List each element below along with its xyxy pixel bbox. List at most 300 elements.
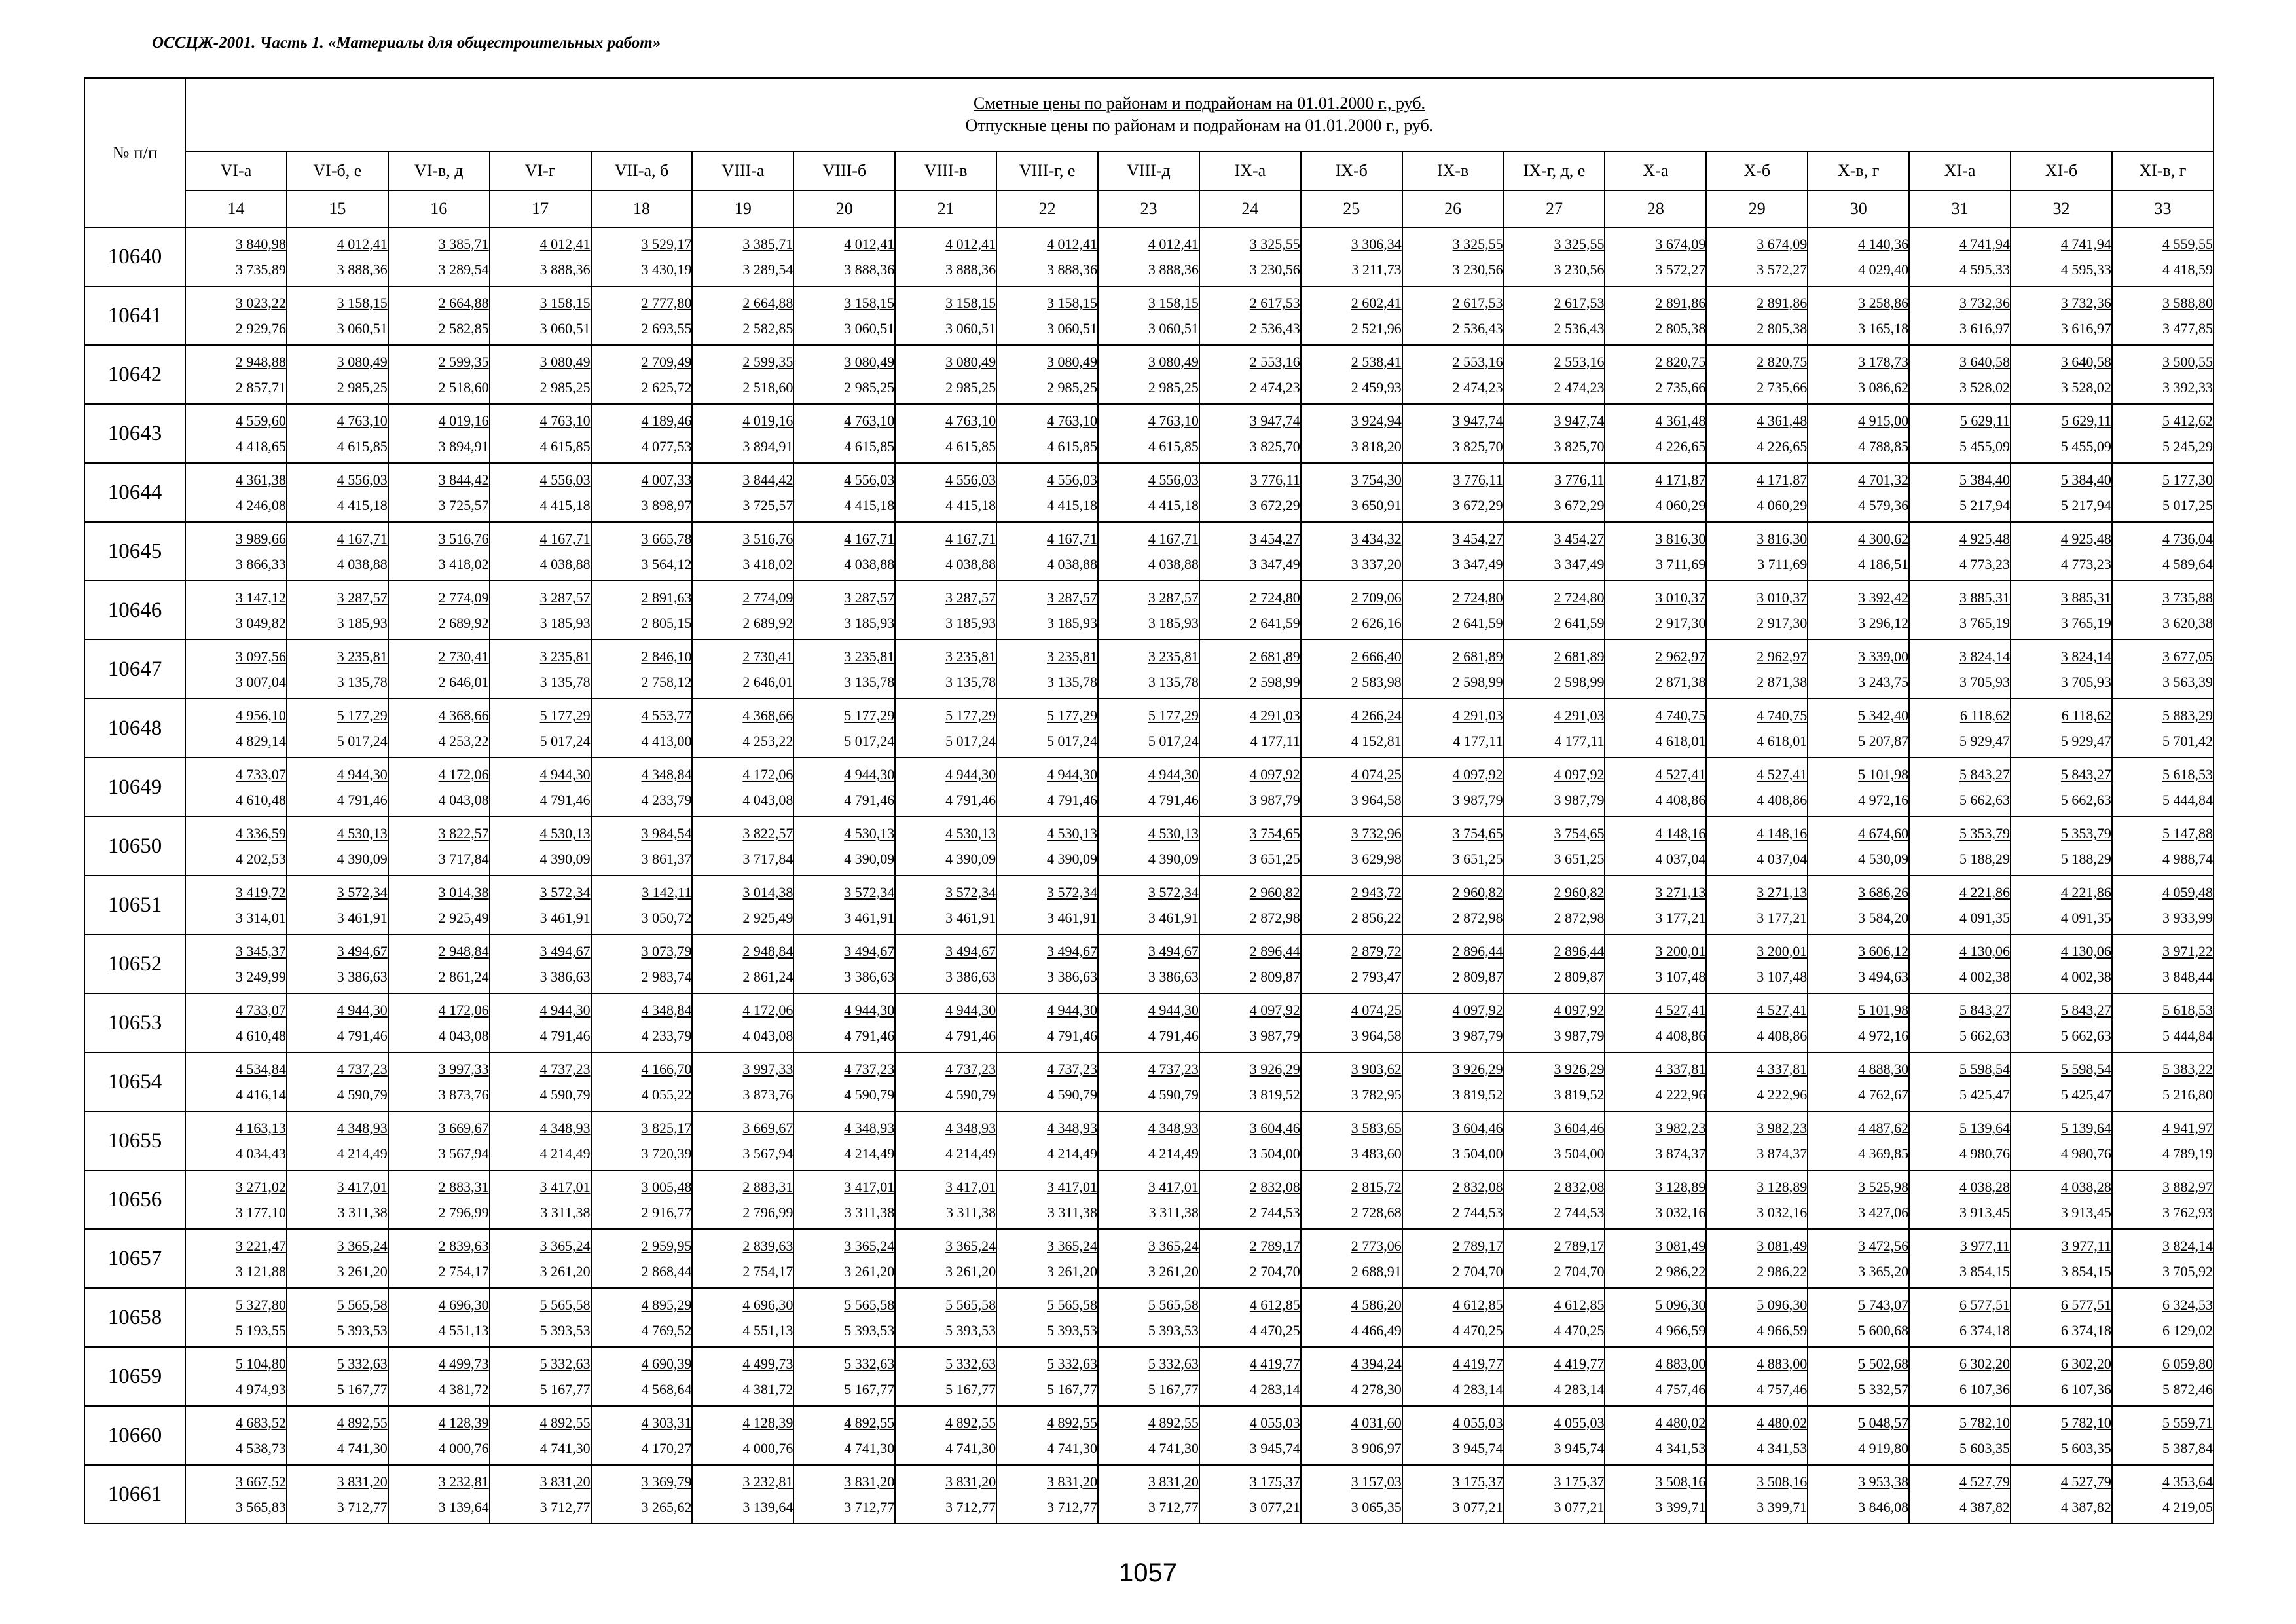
- estimate-price: 3 903,62: [1351, 1061, 1402, 1077]
- estimate-price: 4 944,30: [844, 766, 895, 783]
- estimate-price: 4 368,66: [438, 707, 489, 724]
- estimate-price: 4 368,66: [742, 707, 793, 724]
- release-price: 3 311,38: [945, 1204, 996, 1221]
- estimate-price: 4 012,41: [844, 236, 895, 252]
- release-price: 3 888,36: [945, 261, 996, 278]
- release-price: 5 017,24: [539, 733, 591, 749]
- price-cell: [692, 1465, 793, 1524]
- price-cell: [1301, 581, 1402, 640]
- release-price: 5 167,77: [539, 1381, 591, 1397]
- price-cell: [2112, 1111, 2214, 1170]
- release-price: 5 216,80: [2162, 1086, 2213, 1103]
- estimate-price: 3 822,57: [438, 825, 489, 841]
- price-cell: [490, 1229, 591, 1288]
- price-cell: [1098, 699, 1199, 758]
- release-price: 4 470,25: [1452, 1322, 1503, 1338]
- price-cell: [996, 581, 1098, 640]
- table-row: [84, 817, 2214, 876]
- estimate-price: 5 147,88: [2162, 825, 2213, 841]
- estimate-price: 3 417,01: [844, 1179, 895, 1195]
- estimate-price: 4 172,06: [742, 766, 793, 783]
- release-price: 4 416,14: [235, 1086, 286, 1103]
- price-cell: [793, 345, 895, 404]
- price-cell: [2112, 1052, 2214, 1111]
- release-price: 4 060,29: [1757, 497, 1808, 513]
- district-header: XI-в, г: [2112, 151, 2214, 191]
- estimate-price: 4 888,30: [1858, 1061, 1909, 1077]
- estimate-price: 2 553,16: [1249, 354, 1300, 370]
- release-price: 3 819,52: [1249, 1086, 1300, 1103]
- price-cell: [1909, 758, 2011, 817]
- estimate-price: 3 081,49: [1655, 1238, 1706, 1254]
- price-cell: [895, 404, 996, 463]
- estimate-price: 4 291,03: [1554, 707, 1605, 724]
- estimate-price: 3 369,79: [641, 1473, 692, 1490]
- estimate-price: 5 843,27: [1959, 766, 2011, 783]
- price-table: [84, 77, 2214, 1524]
- price-cell: [895, 993, 996, 1052]
- estimate-price: 4 944,30: [1148, 1002, 1199, 1018]
- release-price: 3 461,91: [1148, 910, 1199, 926]
- price-cell: [692, 758, 793, 817]
- release-price: 4 214,49: [945, 1145, 996, 1162]
- estimate-price: 4 683,52: [235, 1414, 286, 1431]
- release-price: 3 243,75: [1858, 674, 1909, 690]
- release-price: 4 408,86: [1655, 792, 1706, 808]
- release-price: 6 374,18: [1959, 1322, 2011, 1338]
- estimate-price: 3 665,78: [641, 530, 692, 547]
- release-price: 3 230,56: [1554, 261, 1605, 278]
- estimate-price: 5 565,58: [337, 1297, 388, 1313]
- release-price: 3 314,01: [235, 910, 286, 926]
- price-cell: [1199, 934, 1301, 993]
- estimate-price: 4 944,30: [337, 766, 388, 783]
- release-price: 2 754,17: [742, 1263, 793, 1280]
- estimate-price: 2 896,44: [1554, 943, 1605, 959]
- estimate-price: 4 559,55: [2162, 236, 2213, 252]
- release-price: 4 595,33: [2060, 261, 2111, 278]
- price-cell: [996, 286, 1098, 345]
- price-cell: [692, 699, 793, 758]
- release-price: 4 829,14: [235, 733, 286, 749]
- price-cell: [185, 1052, 287, 1111]
- price-cell: [1909, 345, 2011, 404]
- release-price: 5 929,47: [1959, 733, 2011, 749]
- estimate-price: 5 598,54: [1959, 1061, 2011, 1077]
- estimate-price: 3 080,49: [1047, 354, 1098, 370]
- estimate-price: 2 832,08: [1452, 1179, 1503, 1195]
- row-code: 10641: [84, 286, 185, 345]
- release-price: 4 283,14: [1452, 1381, 1503, 1397]
- price-cell: [895, 876, 996, 934]
- estimate-price: 3 494,67: [1047, 943, 1098, 959]
- estimate-price: 4 353,64: [2162, 1473, 2213, 1490]
- estimate-price: 3 831,20: [945, 1473, 996, 1490]
- table-row: [84, 699, 2214, 758]
- estimate-price: 4 348,84: [641, 766, 692, 783]
- release-price: 4 038,88: [945, 556, 996, 572]
- price-cell: [287, 581, 388, 640]
- release-price: 4 773,23: [1959, 556, 2011, 572]
- price-cell: [1402, 1052, 1504, 1111]
- price-cell: [793, 699, 895, 758]
- price-cell: [793, 1288, 895, 1347]
- release-price: 3 261,20: [844, 1263, 895, 1280]
- release-price: 4 741,30: [539, 1440, 591, 1456]
- estimate-price: 3 080,49: [1148, 354, 1199, 370]
- release-price: 4 618,01: [1655, 733, 1706, 749]
- estimate-price: 4 701,32: [1858, 471, 1909, 488]
- release-price: 5 188,29: [2060, 851, 2111, 867]
- estimate-price: 4 012,41: [1148, 236, 1199, 252]
- release-price: 3 077,21: [1452, 1499, 1503, 1515]
- release-price: 4 214,49: [1047, 1145, 1098, 1162]
- price-cell: [490, 699, 591, 758]
- estimate-price: 2 962,97: [1757, 648, 1808, 665]
- price-cell: [2112, 1170, 2214, 1229]
- price-cell: [388, 1052, 490, 1111]
- estimate-price: 4 763,10: [539, 413, 591, 429]
- row-code: 10658: [84, 1288, 185, 1347]
- price-cell: [1199, 993, 1301, 1052]
- estimate-price: 4 883,00: [1757, 1356, 1808, 1372]
- table-row: [84, 934, 2214, 993]
- estimate-price: 3 417,01: [945, 1179, 996, 1195]
- price-cell: [996, 699, 1098, 758]
- estimate-price: 3 417,01: [1148, 1179, 1199, 1195]
- estimate-price: 2 891,86: [1757, 295, 1808, 311]
- estimate-price: 5 177,30: [2162, 471, 2213, 488]
- release-price: 4 415,18: [337, 497, 388, 513]
- row-code: 10651: [84, 876, 185, 934]
- release-price: 3 672,29: [1452, 497, 1503, 513]
- estimate-price: 5 177,29: [1047, 707, 1098, 724]
- price-cell: [1909, 286, 2011, 345]
- price-cell: [490, 522, 591, 581]
- estimate-price: 3 235,81: [1148, 648, 1199, 665]
- district-header: VIII-г, е: [996, 151, 1098, 191]
- estimate-price: 2 709,06: [1351, 589, 1402, 606]
- estimate-price: 2 709,49: [641, 354, 692, 370]
- row-code: 10661: [84, 1465, 185, 1524]
- estimate-price: 3 754,30: [1351, 471, 1402, 488]
- release-price: 2 646,01: [438, 674, 489, 690]
- estimate-price: 4 895,29: [641, 1297, 692, 1313]
- estimate-price: 4 074,25: [1351, 766, 1402, 783]
- release-price: 4 152,81: [1351, 733, 1402, 749]
- price-cell: [895, 758, 996, 817]
- price-cell: [490, 581, 591, 640]
- estimate-price: 5 177,29: [539, 707, 591, 724]
- release-price: 3 135,78: [539, 674, 591, 690]
- estimate-price: 4 556,03: [337, 471, 388, 488]
- table-row: [84, 581, 2214, 640]
- table-row: [84, 345, 2214, 404]
- release-price: 5 245,29: [2162, 438, 2213, 454]
- price-cell: [895, 640, 996, 699]
- release-price: 3 311,38: [1047, 1204, 1098, 1221]
- estimate-price: 4 944,30: [1148, 766, 1199, 783]
- release-price: 4 415,18: [945, 497, 996, 513]
- estimate-price: 4 527,79: [2060, 1473, 2111, 1490]
- release-price: 3 060,51: [337, 320, 388, 337]
- price-cell: [1402, 1347, 1504, 1406]
- release-price: 4 202,53: [235, 851, 286, 867]
- price-cell: [388, 345, 490, 404]
- district-header: IX-г, д, е: [1504, 151, 1605, 191]
- estimate-price: 3 392,42: [1858, 589, 1909, 606]
- price-cell: [388, 876, 490, 934]
- estimate-price: 4 097,92: [1249, 1002, 1300, 1018]
- release-price: 5 455,09: [1959, 438, 2011, 454]
- district-header: IX-в: [1402, 151, 1504, 191]
- price-cell: [1909, 699, 2011, 758]
- estimate-price: 3 953,38: [1858, 1473, 1909, 1490]
- price-cell: [692, 876, 793, 934]
- release-price: 3 620,38: [2162, 615, 2213, 631]
- estimate-price: 5 629,11: [1959, 413, 2011, 429]
- estimate-price: 4 361,48: [1757, 413, 1808, 429]
- release-price: 3 564,12: [641, 556, 692, 572]
- estimate-price: 2 839,63: [742, 1238, 793, 1254]
- release-price: 3 964,58: [1351, 1027, 1402, 1044]
- estimate-price: 4 291,03: [1452, 707, 1503, 724]
- release-price: 4 226,65: [1655, 438, 1706, 454]
- release-price: 3 725,57: [438, 497, 489, 513]
- release-price: 4 214,49: [844, 1145, 895, 1162]
- price-cell: [1909, 640, 2011, 699]
- release-price: 2 805,38: [1757, 320, 1808, 337]
- table-row: [84, 463, 2214, 522]
- price-cell: [490, 1347, 591, 1406]
- price-cell: [591, 699, 693, 758]
- price-cell: [287, 1406, 388, 1465]
- price-cell: [793, 227, 895, 286]
- estimate-price: 4 556,03: [539, 471, 591, 488]
- price-cell: [1199, 699, 1301, 758]
- price-cell: [692, 1347, 793, 1406]
- estimate-price: 4 059,48: [2162, 884, 2213, 900]
- column-number: 16: [388, 191, 490, 227]
- release-price: 4 791,46: [1148, 1027, 1199, 1044]
- release-price: 3 086,62: [1858, 379, 1909, 396]
- price-cell: [996, 1111, 1098, 1170]
- release-price: 4 791,46: [844, 1027, 895, 1044]
- estimate-price: 3 732,96: [1351, 825, 1402, 841]
- price-cell: [1808, 1111, 1909, 1170]
- estimate-price: 4 892,55: [539, 1414, 591, 1431]
- estimate-price: 5 565,58: [539, 1297, 591, 1313]
- release-price: 2 704,70: [1452, 1263, 1503, 1280]
- estimate-price: 4 128,39: [742, 1414, 793, 1431]
- estimate-price: 4 189,46: [641, 413, 692, 429]
- price-cell: [185, 1170, 287, 1229]
- price-cell: [185, 404, 287, 463]
- estimate-price: 3 840,98: [235, 236, 286, 252]
- price-cell: [388, 404, 490, 463]
- release-price: 2 872,98: [1249, 910, 1300, 926]
- release-price: 3 399,71: [1757, 1499, 1808, 1515]
- release-price: 2 985,25: [844, 379, 895, 396]
- estimate-price: 3 885,31: [1959, 589, 2011, 606]
- release-price: 3 720,39: [641, 1145, 692, 1162]
- price-cell: [1098, 640, 1199, 699]
- price-cell: [1605, 1170, 1706, 1229]
- release-price: 2 872,98: [1554, 910, 1605, 926]
- price-cell: [185, 1229, 287, 1288]
- price-cell: [1301, 404, 1402, 463]
- release-price: 4 972,16: [1858, 792, 1909, 808]
- price-cell: [1605, 1406, 1706, 1465]
- release-price: 2 728,68: [1351, 1204, 1402, 1221]
- estimate-price: 4 883,00: [1655, 1356, 1706, 1372]
- release-price: 3 139,64: [438, 1499, 489, 1515]
- price-cell: [1199, 345, 1301, 404]
- table-row: [84, 1465, 2214, 1524]
- price-cell: [1706, 286, 1808, 345]
- table-row: [84, 286, 2214, 345]
- release-price: 3 296,12: [1858, 615, 1909, 631]
- estimate-price: 4 530,13: [1148, 825, 1199, 841]
- estimate-price: 3 816,30: [1655, 530, 1706, 547]
- release-price: 3 866,33: [235, 556, 286, 572]
- estimate-price: 4 394,24: [1351, 1356, 1402, 1372]
- estimate-price: 3 454,27: [1249, 530, 1300, 547]
- release-price: 4 091,35: [1959, 910, 2011, 926]
- release-price: 2 641,59: [1452, 615, 1503, 631]
- estimate-price: 3 971,22: [2162, 943, 2213, 959]
- release-price: 4 037,04: [1655, 851, 1706, 867]
- price-cell: [793, 581, 895, 640]
- estimate-price: 4 172,06: [438, 1002, 489, 1018]
- release-price: 3 565,83: [235, 1499, 286, 1515]
- estimate-price: 4 586,20: [1351, 1297, 1402, 1313]
- release-price: 3 185,93: [337, 615, 388, 631]
- estimate-price: 4 944,30: [1047, 766, 1098, 783]
- estimate-price: 4 348,93: [1047, 1120, 1098, 1136]
- release-price: 4 590,79: [539, 1086, 591, 1103]
- price-cell: [996, 1288, 1098, 1347]
- price-cell: [996, 934, 1098, 993]
- district-header: X-в, г: [1808, 151, 1909, 191]
- release-price: 3 461,91: [539, 910, 591, 926]
- price-cell: [388, 522, 490, 581]
- estimate-price: 4 740,75: [1655, 707, 1706, 724]
- estimate-price: 3 926,29: [1249, 1061, 1300, 1077]
- price-cell: [1909, 1406, 2011, 1465]
- release-price: 2 796,99: [438, 1204, 489, 1221]
- price-cell: [1098, 522, 1199, 581]
- estimate-price: 4 736,04: [2162, 530, 2213, 547]
- price-cell: [490, 463, 591, 522]
- release-price: 2 925,49: [742, 910, 793, 926]
- estimate-price: 2 553,16: [1554, 354, 1605, 370]
- release-price: 4 060,29: [1655, 497, 1706, 513]
- price-cell: [895, 522, 996, 581]
- release-price: 3 888,36: [1148, 261, 1199, 278]
- estimate-price: 4 559,60: [235, 413, 286, 429]
- release-price: 4 741,30: [337, 1440, 388, 1456]
- estimate-price: 3 235,81: [1047, 648, 1098, 665]
- price-cell: [2112, 699, 2214, 758]
- price-cell: [1098, 581, 1199, 640]
- release-price: 3 007,04: [235, 674, 286, 690]
- release-price: 2 518,60: [438, 379, 489, 396]
- estimate-price: 4 612,85: [1554, 1297, 1605, 1313]
- column-number: 31: [1909, 191, 2011, 227]
- estimate-price: 6 302,20: [1959, 1356, 2011, 1372]
- estimate-price: 3 572,34: [1047, 884, 1098, 900]
- price-cell: [2112, 463, 2214, 522]
- price-cell: [1199, 522, 1301, 581]
- table-row: [84, 1288, 2214, 1347]
- estimate-price: 4 419,77: [1452, 1356, 1503, 1372]
- price-cell: [1504, 817, 1605, 876]
- release-price: 3 945,74: [1249, 1440, 1300, 1456]
- release-price: 4 466,49: [1351, 1322, 1402, 1338]
- estimate-price: 4 167,71: [1047, 530, 1098, 547]
- estimate-price: 4 733,07: [235, 766, 286, 783]
- estimate-price: 3 287,57: [844, 589, 895, 606]
- release-price: 4 002,38: [1959, 969, 2011, 985]
- price-cell: [895, 1465, 996, 1524]
- estimate-price: 3 454,27: [1554, 530, 1605, 547]
- release-price: 2 582,85: [438, 320, 489, 337]
- price-cell: [591, 1347, 693, 1406]
- estimate-price: 5 618,53: [2162, 766, 2213, 783]
- estimate-price: 4 055,03: [1554, 1414, 1605, 1431]
- release-price: 3 386,63: [337, 969, 388, 985]
- estimate-price: 5 177,29: [1148, 707, 1199, 724]
- release-price: 4 214,49: [337, 1145, 388, 1162]
- price-cell: [1706, 876, 1808, 934]
- price-cell: [185, 1465, 287, 1524]
- estimate-price: 2 681,89: [1452, 648, 1503, 665]
- row-code: 10652: [84, 934, 185, 993]
- release-price: 3 987,79: [1249, 792, 1300, 808]
- row-code: 10656: [84, 1170, 185, 1229]
- price-cell: [2112, 522, 2214, 581]
- price-cell: [895, 345, 996, 404]
- price-cell: [1199, 581, 1301, 640]
- price-cell: [185, 227, 287, 286]
- release-price: 2 641,59: [1554, 615, 1605, 631]
- estimate-price: 3 844,42: [438, 471, 489, 488]
- row-code: 10645: [84, 522, 185, 581]
- price-cell: [287, 345, 388, 404]
- estimate-price: 4 556,03: [1047, 471, 1098, 488]
- price-cell: [185, 934, 287, 993]
- release-price: 6 107,36: [1959, 1381, 2011, 1397]
- release-price: 3 135,78: [844, 674, 895, 690]
- price-cell: [1199, 1288, 1301, 1347]
- estimate-price: 3 271,13: [1757, 884, 1808, 900]
- price-cell: [1808, 404, 1909, 463]
- price-cell: [490, 876, 591, 934]
- column-number: 33: [2112, 191, 2214, 227]
- release-price: 4 590,79: [1148, 1086, 1199, 1103]
- estimate-price: 3 982,23: [1655, 1120, 1706, 1136]
- release-price: 2 916,77: [641, 1204, 692, 1221]
- price-cell: [388, 1111, 490, 1170]
- estimate-price: 4 038,28: [1959, 1179, 2011, 1195]
- estimate-price: 4 130,06: [2060, 943, 2111, 959]
- release-price: 2 598,99: [1554, 674, 1605, 690]
- price-cell: [1098, 463, 1199, 522]
- price-cell: [895, 1052, 996, 1111]
- estimate-price: 3 494,67: [337, 943, 388, 959]
- release-price: 3 386,63: [844, 969, 895, 985]
